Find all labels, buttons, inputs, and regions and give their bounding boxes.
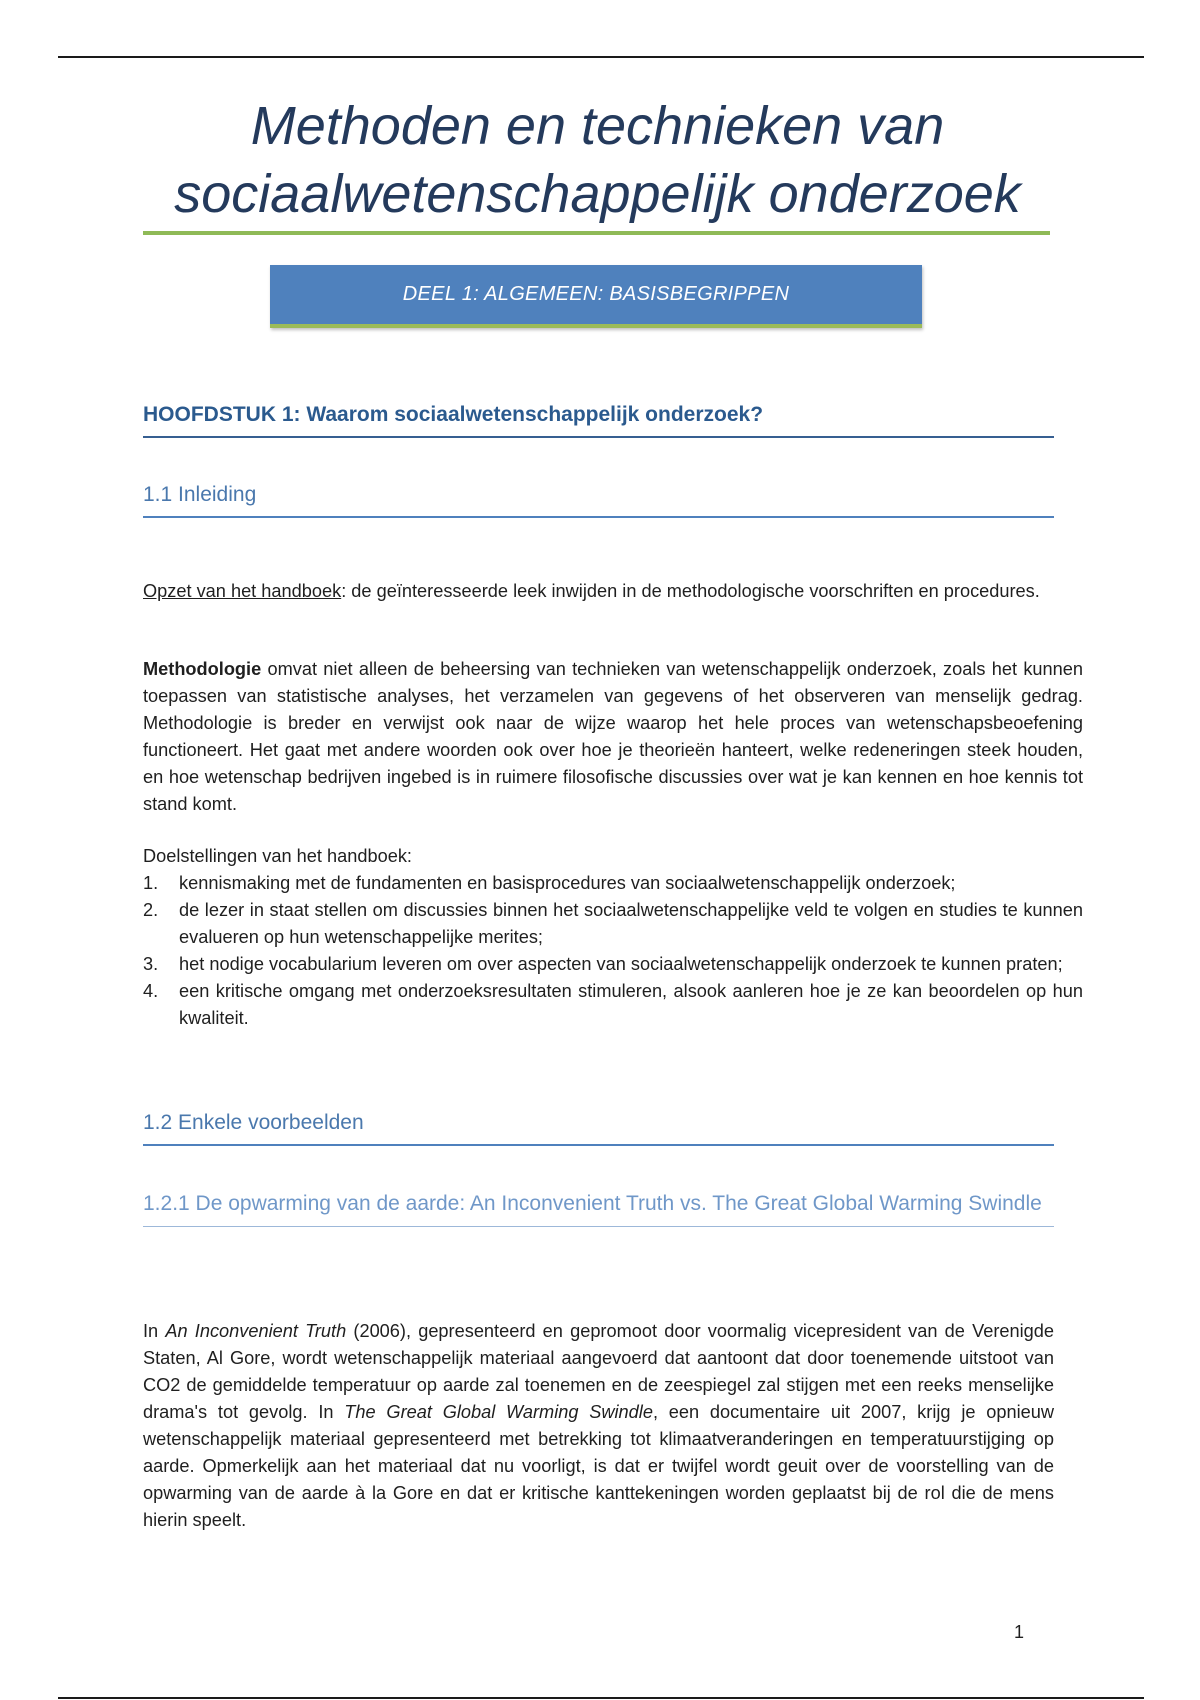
bottom-rule (58, 1697, 1144, 1699)
title-line-2: sociaalwetenschappelijk onderzoek (174, 164, 1021, 224)
top-rule (58, 56, 1144, 58)
goals-intro: Doelstellingen van het handboek: (143, 846, 412, 866)
subsection-heading-1-2-1: 1.2.1 De opwarming van de aarde: An Inconvenient Truth vs. The Great Global Warming Swindle (143, 1188, 1054, 1227)
list-item (143, 978, 1083, 1032)
document-title (140, 92, 1055, 228)
page-number: 1 (1014, 1622, 1025, 1642)
methodologie-text: omvat niet alleen de beheersing van technieken van wetenschappelijk onderzoek, zoals het kunnen toepassen van statistische analyses, het verzamelen van gegevens of het observeren van menselijk gedrag. Methodologie is breder en verwijst ook naar de wijze waarop het hele proces van wetenschapsbeoefening functioneert. Het gaat met andere woorden ook over hoe je theorieën hanteert, welke redeneringen steek houden, en hoe wetenschap bedrijven ingebed is in ruimere filosofische discussies over wat je kan kennen en hoe kennis tot stand komt. (143, 659, 1083, 814)
climate-text-part2: , een documentaire uit 2007, krijg je opnieuw wetenschappelijk materiaal gepresenteerd met betrekking tot klimaatveranderingen en temperatuurstijging op aarde. Opmerkelijk aan het materiaal dat nu voorligt, is dat er twijfel wordt geuit over de voorstelling van de opwarming van de aarde à la Gore en dat er kritische kanttekeningen worden geplaatst bij de rol die de mens hierin speelt. (143, 1402, 1055, 1530)
opzet-label: Opzet van het handboek (143, 581, 342, 601)
title-line-1: Methoden en technieken van (250, 96, 945, 156)
part-banner (270, 265, 922, 328)
list-item (143, 870, 1083, 897)
climate-text-in: In (143, 1321, 166, 1341)
part-label: DEEL 1: ALGEMEEN: BASISBEGRIPPEN (402, 283, 790, 305)
list-item-number: 1. (143, 873, 159, 893)
list-item-number: 3. (143, 954, 159, 974)
section-heading-1-2: 1.2 Enkele voorbeelden (143, 1108, 1054, 1146)
list-item (143, 897, 1083, 951)
chapter-heading: HOOFDSTUK 1: Waarom sociaalwetenschappelijk onderzoek? (143, 400, 1054, 438)
section-heading-1-1: 1.1 Inleiding (143, 480, 1054, 518)
film-title-2: The Great Global Warming Swindle (344, 1402, 653, 1422)
list-item-text: een kritische omgang met onderzoeksresultaten stimuleren, alsook aanleren hoe je ze kan beoordelen op hun kwaliteit. (179, 981, 1083, 1028)
list-item-number: 4. (143, 981, 159, 1001)
list-item-number: 2. (143, 900, 159, 920)
methodologie-paragraph (143, 656, 1083, 818)
film-title-1: An Inconvenient Truth (165, 1321, 347, 1341)
climate-text-part1: (2006), gepresenteerd en gepromoot door voormalig vicepresident van de Verenigde Staten, Al Gore, wordt wetenschappelijk materiaal aangevoerd dat aantoont dat door toenemende uitstoot van CO2 de gemiddelde temperatuur op aarde zal toenemen en de zeespiegel zal stijgen met een reeks menselijke drama's tot gevolg. In (143, 1321, 1054, 1422)
list-item-text: het nodige vocabularium leveren om over aspecten van sociaalwetenschappelijk onderzoek te kunnen praten; (179, 954, 1063, 974)
opzet-paragraph (143, 578, 1083, 605)
list-item-text: kennismaking met de fundamenten en basisprocedures van sociaalwetenschappelijk onderzoek; (179, 873, 956, 893)
climate-paragraph (143, 1318, 1054, 1534)
list-item-text: de lezer in staat stellen om discussies binnen het sociaalwetenschappelijke veld te volgen en studies te kunnen evalueren op hun wetenschappelijke merites; (179, 900, 1083, 947)
methodologie-term: Methodologie (143, 659, 262, 679)
list-item (143, 951, 1083, 978)
title-underline (143, 231, 1050, 235)
opzet-text: : de geïnteresseerde leek inwijden in de methodologische voorschriften en procedures. (341, 581, 1040, 601)
goals-list (143, 870, 1083, 1032)
